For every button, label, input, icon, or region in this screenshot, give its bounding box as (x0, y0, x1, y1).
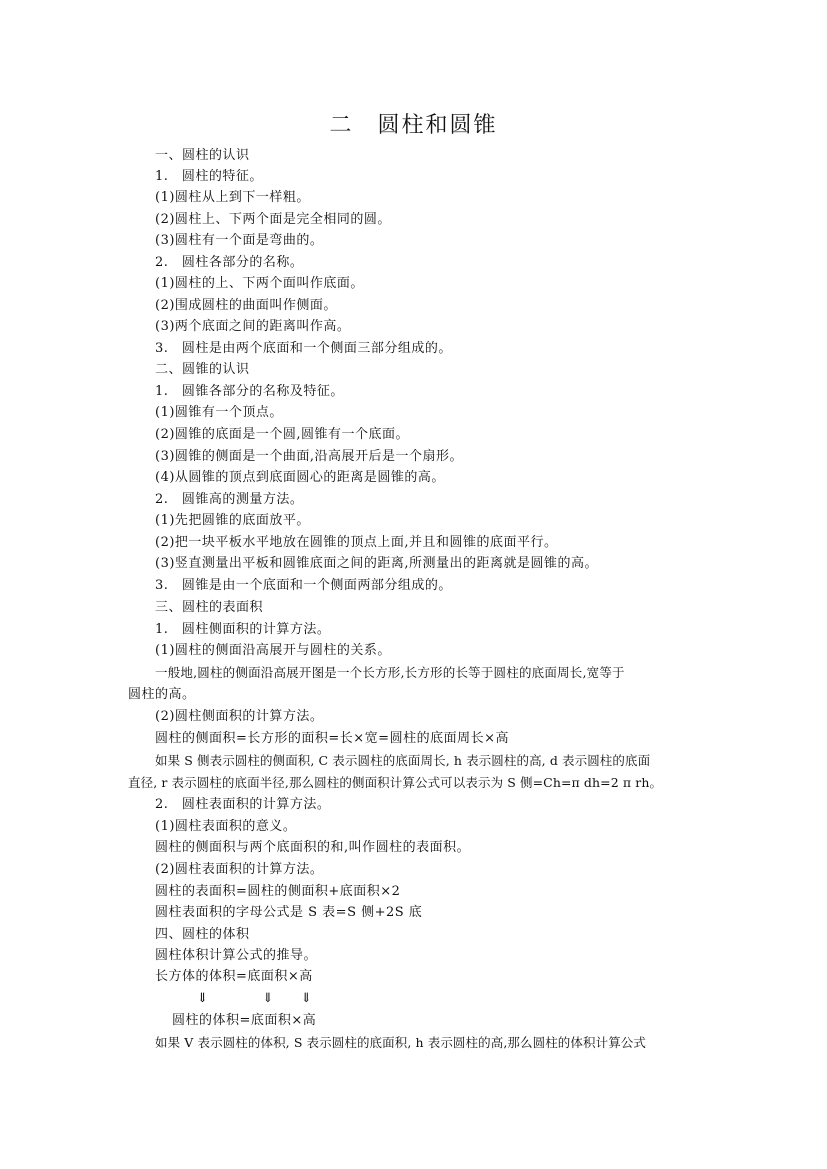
paragraph-line: 一般地,圆柱的侧面沿高展开图是一个长方形,长方形的长等于圆柱的底面周长,宽等于 (155, 665, 625, 680)
text-line: 3. 圆锥是由一个底面和一个侧面两部分组成的。 (155, 578, 452, 593)
section-heading: 四、圆柱的体积 (155, 927, 250, 942)
formula-line: 圆柱的表面积=圆柱的侧面积+底面积×2 (155, 884, 401, 899)
formula-line: 圆柱的体积=底面积×高 (172, 1013, 317, 1028)
text-line: 1. 圆锥各部分的名称及特征。 (155, 384, 344, 399)
text-line: (2)把一块平板水平地放在圆锥的顶点上面,并且和圆锥的底面平行。 (155, 535, 558, 550)
formula-line: 长方体的体积=底面积×高 (155, 969, 313, 984)
text-line: 1. 圆柱的特征。 (155, 169, 263, 184)
text-line: (2)圆柱侧面积的计算方法。 (155, 709, 324, 724)
text-line: (1)圆柱从上到下一样粗。 (155, 190, 310, 205)
text-line: (2)圆锥的底面是一个圆,圆锥有一个底面。 (155, 427, 410, 442)
text-line: (1)圆柱的侧面沿高展开与圆柱的关系。 (155, 643, 391, 658)
text-line: (2)圆柱上、下两个面是完全相同的圆。 (155, 212, 391, 227)
arrow-line: ⇓ ⇓ ⇓ (197, 991, 313, 1006)
text-line: (1)圆柱表面积的意义。 (155, 819, 297, 834)
section-heading: 一、圆柱的认识 (155, 148, 250, 163)
text-line: (3)竖直测量出平板和圆锥底面之间的距离,所测量出的距离就是圆锥的高。 (155, 556, 599, 571)
text-line: (1)圆柱的上、下两个面叫作底面。 (155, 276, 364, 291)
text-line: 2. 圆锥高的测量方法。 (155, 492, 304, 507)
text-line: (1)先把圆锥的底面放平。 (155, 513, 310, 528)
paragraph-line: 直径, r 表示圆柱的底面半径,那么圆柱的侧面积计算公式可以表示为 S 侧=Ch=π dh=2 π rh。 (128, 775, 663, 790)
section-heading: 二、圆锥的认识 (155, 362, 250, 377)
section-heading: 三、圆柱的表面积 (155, 600, 264, 615)
text-line: (1)圆锥有一个顶点。 (155, 405, 283, 420)
text-line: (3)两个底面之间的距离叫作高。 (155, 319, 351, 334)
paragraph-line: 如果 V 表示圆柱的体积, S 表示圆柱的底面积, h 表示圆柱的高,那么圆柱的体积计算公式 (155, 1035, 647, 1050)
paragraph-line: 如果 S 侧表示圆柱的侧面积, C 表示圆柱的底面周长, h 表示圆柱的高, d 表示圆柱的底面 (155, 753, 651, 768)
paragraph-line: 圆柱的高。 (128, 687, 196, 702)
formula-line: 圆柱表面积的字母公式是 S 表=S 侧+2S 底 (155, 905, 423, 920)
text-line: 3. 圆柱是由两个底面和一个侧面三部分组成的。 (155, 341, 452, 356)
text-line: 2. 圆柱表面积的计算方法。 (155, 797, 331, 812)
formula-line: 圆柱的侧面积=长方形的面积=长×宽=圆柱的底面周长×高 (155, 731, 509, 746)
text-line: (3)圆锥的侧面是一个曲面,沿高展开后是一个扇形。 (155, 449, 464, 464)
page-title: 二 圆柱和圆锥 (329, 113, 498, 138)
text-line: 圆柱的侧面积与两个底面积的和,叫作圆柱的表面积。 (155, 840, 471, 855)
text-line: 圆柱体积计算公式的推导。 (155, 948, 318, 963)
text-line: (2)圆柱表面积的计算方法。 (155, 862, 324, 877)
text-line: (3)圆柱有一个面是弯曲的。 (155, 233, 324, 248)
text-line: (4)从圆锥的顶点到底面圆心的距离是圆锥的高。 (155, 470, 445, 485)
text-line: 2. 圆柱各部分的名称。 (155, 255, 304, 270)
text-line: 1. 圆柱侧面积的计算方法。 (155, 622, 331, 637)
text-line: (2)围成圆柱的曲面叫作侧面。 (155, 298, 337, 313)
